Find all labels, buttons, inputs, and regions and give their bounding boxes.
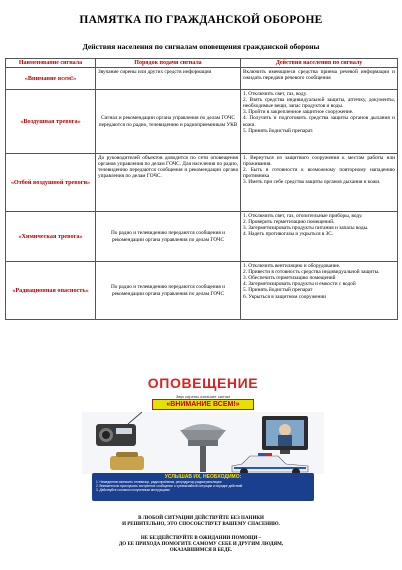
signal-name: «Химическая тревога» — [6, 212, 96, 262]
footer-advice-2 — [0, 536, 402, 555]
signals-table — [5, 58, 398, 320]
table-row — [6, 262, 398, 320]
signal-name: «Отбой воздушной тревоги» — [6, 154, 96, 212]
footer-line: НЕ БЕЗДЕЙСТВУЙТЕ В ОЖИДАНИИ ПОМОЩИ – — [140, 536, 262, 541]
list-item: 1. Немедленно включить телевизор, радиоприёмник, репродуктор радиотрансляции — [96, 480, 222, 484]
table-header-row — [6, 59, 398, 68]
poster-heading: ОПОВЕЩЕНИЕ — [147, 375, 259, 391]
table-row — [6, 212, 398, 262]
signal-actions: 1. Вернуться из защитного сооружения к местам работы или проживания. 2. Быть в готовности к возможному повторному нападению противника 3. Иметь при себе средства защиты органов дыхания и кожи. — [241, 154, 398, 212]
signal-order: Сигнал и рекомендации органа управления по делам ГОЧС передаются по радио, телевидению и радиоприемникам УКВ — [96, 90, 241, 154]
signal-name: «Внимание всем!» — [6, 68, 96, 90]
footer-line: ДО ЕЕ ПРИХОДА ПОМОГИТЕ САМОМУ СЕБЕ И ДРУГИМ ЛЮДЯМ, — [118, 542, 284, 548]
signal-name: «Радиационная опасность» — [6, 262, 96, 320]
signal-order: По радио и телевидению передаются сообщения и рекомендации органа управления по делам ГОЧС — [96, 212, 241, 262]
list-item: 3. Действуйте согласно полученным инструкциям — [96, 488, 170, 493]
page-subtitle: Действия населения по сигналам оповещения гражданской обороны — [82, 42, 320, 51]
poster-instructions — [92, 473, 314, 501]
footer-line: И РЕШИТЕЛЬНО, ЭТО СПОСОБСТВУЕТ ВАШЕМУ СПАСЕНИЮ. — [122, 522, 280, 528]
signal-order: До руководителей объектов доводится по сети оповещения органов управления по делам ГОЧС. Для населения по радио, телевидению передаются сообщения и рекомендации органа управления по делам ГОЧС. — [96, 154, 241, 212]
poster-banner: «ВНИМАНИЕ ВСЕМ!» — [152, 399, 254, 410]
list-item: 2. Внимательно прослушать экстренное сообщение о чрезвычайной ситуации и порядке действий — [96, 484, 243, 489]
poster-subheading: Звук сирены означает сигнал — [175, 394, 231, 399]
table-row — [6, 154, 398, 212]
poster-list-heading: УСЛЫШАВ ИХ, НЕОБХОДИМО: — [164, 474, 242, 480]
table-row — [6, 90, 398, 154]
footer-line: В ЛЮБОЙ СИТУАЦИИ ДЕЙСТВУЙТЕ БЕЗ ПАНИКИ — [138, 516, 264, 521]
signal-actions: 1. Отключить свет, газ, отопительные приборы, воду. 2. Проверить герметизацию помещений. 3. Загерметизировать продукты питания и запасы воды. 4. Надеть противогазы и укрыться в ЗС. — [241, 212, 398, 262]
column-header-order: Порядок подачи сигнала — [96, 59, 241, 68]
footer-line: ОКАЗАВШИМСЯ В БЕДЕ. — [169, 548, 233, 554]
signal-order: Звучание сирены или других средств информации — [96, 68, 241, 90]
signal-actions: Включить имеющиеся средства приема речевой информации и ожидать передачи речевого сообщения — [241, 68, 398, 90]
column-header-signal: Наименование сигнала — [6, 59, 96, 68]
tv-icon — [262, 416, 308, 454]
signal-actions: 1. Отключить вентиляцию и оборудование. 2. Привести в готовность средства индивидуальной защиты. 3. Обеспечить герметизацию помещений 4. Загерметизировать продукты и емкости с водой 5. Принять йодистый препарат 6. Укрыться в защитном сооружении — [241, 262, 398, 320]
alert-poster — [82, 372, 324, 502]
column-header-actions: Действия населения по сигналу — [241, 59, 398, 68]
table-row — [6, 68, 398, 90]
page-title: ПАМЯТКА ПО ГРАЖДАНСКОЙ ОБОРОНЕ — [79, 14, 323, 26]
signal-order: По радио и телевидению передаются сообщения и рекомендации органа управления по делам ГОЧС — [96, 262, 241, 320]
signal-name: «Воздушная тревога» — [6, 90, 96, 154]
signal-actions: 1. Отключить свет, газ, воду. 2. Взять средства индивидуальной защиты, аптечку, документы, необходимые вещи, запас продуктов и воды. 3. Пройти в закрепленное защитное сооружение. 4. Получить и подготовить средства защиты органов дыхания и кожи. 5. Принять йодистый препарат. — [241, 90, 398, 154]
footer-advice-1 — [0, 516, 402, 528]
